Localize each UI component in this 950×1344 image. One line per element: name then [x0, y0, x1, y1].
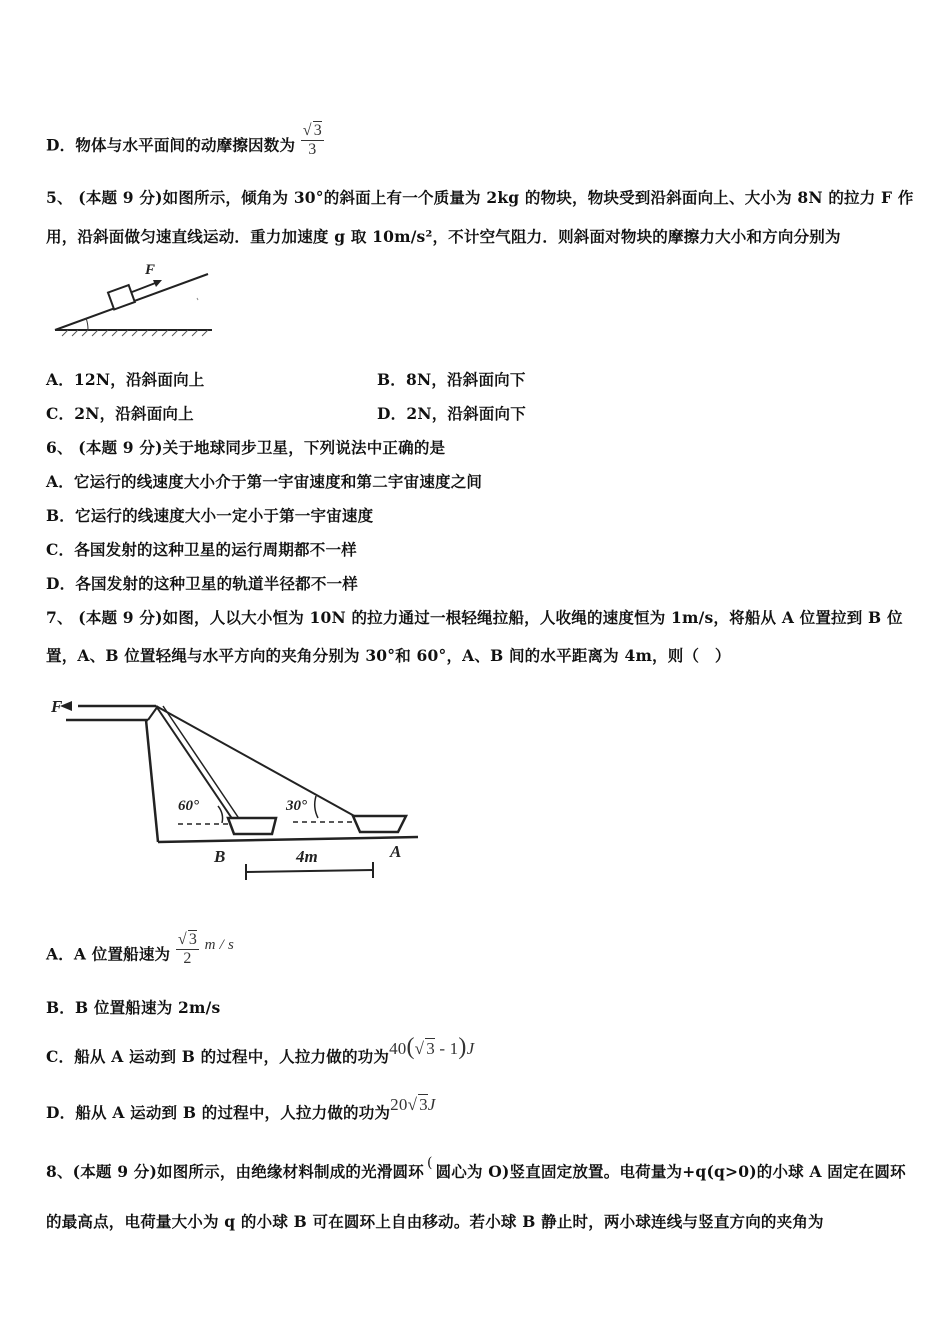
q7-option-a-fraction: $\frac{√ 3}{2}$ [177, 931, 198, 968]
q4-option-d-fraction: $\frac{√ 3}{3}$ [302, 122, 322, 159]
distance-bar [246, 870, 373, 872]
q7-stem-line1: 7、 (本题 9 分)如图，人以大小恒为 10N 的拉力通过一根轻绳拉船，人收绳的速度恒为 1m/s，将船从 A 位置拉到 B 位 [46, 608, 903, 627]
q7-option-d [46, 1095, 436, 1123]
angle-60-label: 60° [178, 798, 199, 814]
point-b-label: B [214, 847, 226, 866]
q7-option-c-coef: 40 [389, 1039, 407, 1058]
q7-option-c-root: 3 [426, 1039, 435, 1058]
q7-option-c-minus: - 1 [439, 1039, 459, 1058]
q7-option-d-root: 3 [419, 1095, 428, 1114]
q7-option-d-text: D．船从 A 运动到 B 的过程中，人拉力做的功为 [46, 1103, 391, 1122]
q7-option-d-coef: 20 [390, 1095, 408, 1114]
q6-option-d: D．各国发射的这种卫星的轨道半径都不一样 [46, 574, 358, 593]
water-line [158, 837, 418, 842]
q6-option-a: A．它运行的线速度大小介于第一宇宙速度和第二宇宙速度之间 [46, 472, 483, 491]
q7-stem-line2: 置，A、B 位置轻绳与水平方向的夹角分别为 30°和 60°，A、B 间的水平距离为 4m，则（ ） [46, 646, 731, 665]
q6-option-b: B．它运行的线速度大小一定小于第一宇宙速度 [46, 506, 374, 525]
q5-stem-line2: 用，沿斜面做匀速直线运动．重力加速度 g 取 10m/s²，不计空气阻力．则斜面对物块的摩擦力大小和方向分别为 [46, 227, 841, 246]
q7-option-a-unit: m / s [204, 937, 234, 954]
q4-option-d-text: D．物体与水平面间的动摩擦因数为 [46, 135, 296, 155]
q7-option-a-text: A．A 位置船速为 [46, 944, 171, 964]
q7-option-a [46, 931, 234, 975]
q5-incline-figure [50, 258, 220, 338]
q8-stem-line1-a: 8、(本题 9 分)如图所示，由绝缘材料制成的光滑圆环 [46, 1162, 424, 1181]
arc-30 [315, 796, 318, 818]
boat-b [228, 818, 276, 834]
q7-option-b: B．B 位置船速为 2m/s [46, 998, 221, 1017]
q7-option-a-numerator: 3 [188, 931, 198, 948]
q7-option-c-text: C．船从 A 运动到 B 的过程中，人拉力做的功为 [46, 1047, 390, 1066]
q7-option-c-math: 40(√ 3 - 1)J [389, 1034, 475, 1060]
arc-60 [218, 806, 222, 823]
q7-boat-figure [48, 692, 428, 887]
q4-option-d-denominator: 3 [308, 141, 317, 159]
q8-paren: ( [426, 1155, 433, 1171]
force-label: F [145, 262, 156, 278]
q6-stem: 6、 (本题 9 分)关于地球同步卫星，下列说法中正确的是 [46, 438, 446, 457]
q5-stem-line1: 5、 (本题 9 分)如图所示，倾角为 30°的斜面上有一个质量为 2kg 的物块，物块受到沿斜面向上、大小为 8N 的拉力 F 作 [46, 188, 914, 207]
q4-option-d-numerator: 3 [313, 122, 322, 139]
q5-option-b: B．8N，沿斜面向下 [377, 370, 526, 389]
distance-label: 4m [296, 847, 318, 866]
mark [197, 298, 198, 300]
force-arrow [132, 282, 158, 292]
q7-option-d-unit: J [427, 1095, 436, 1114]
q8-stem-line1-b: 圆心为 O)竖直固定放置。电荷量为+q(q>0)的小球 A 固定在圆环 [435, 1162, 906, 1181]
q7-option-d-math: 20√ 3J [390, 1095, 436, 1114]
block [108, 285, 135, 309]
point-a-label: A [390, 842, 402, 861]
q8-stem-line1 [46, 1155, 906, 1182]
q7-option-a-denominator: 2 [183, 950, 192, 968]
rope-to-b-2 [163, 706, 240, 820]
angle-30-label: 30° [286, 798, 307, 814]
q7-option-c [46, 1034, 475, 1069]
q5-option-d: D．2N，沿斜面向下 [377, 404, 526, 423]
q6-option-c: C．各国发射的这种卫星的运行周期都不一样 [46, 540, 357, 559]
f-label: F [51, 697, 63, 716]
q5-option-a: A．12N，沿斜面向上 [46, 370, 205, 389]
q8-stem-line2: 的最高点，电荷量大小为 q 的小球 B 可在圆环上自由移动。若小球 B 静止时，两小球连线与竖直方向的夹角为 [46, 1212, 824, 1231]
boat-a [353, 816, 406, 832]
q7-option-c-unit: J [466, 1039, 475, 1058]
incline-angle-arc [86, 318, 88, 330]
wall [146, 720, 158, 842]
q5-option-c: C．2N，沿斜面向上 [46, 404, 194, 423]
q4-option-d [46, 122, 324, 166]
